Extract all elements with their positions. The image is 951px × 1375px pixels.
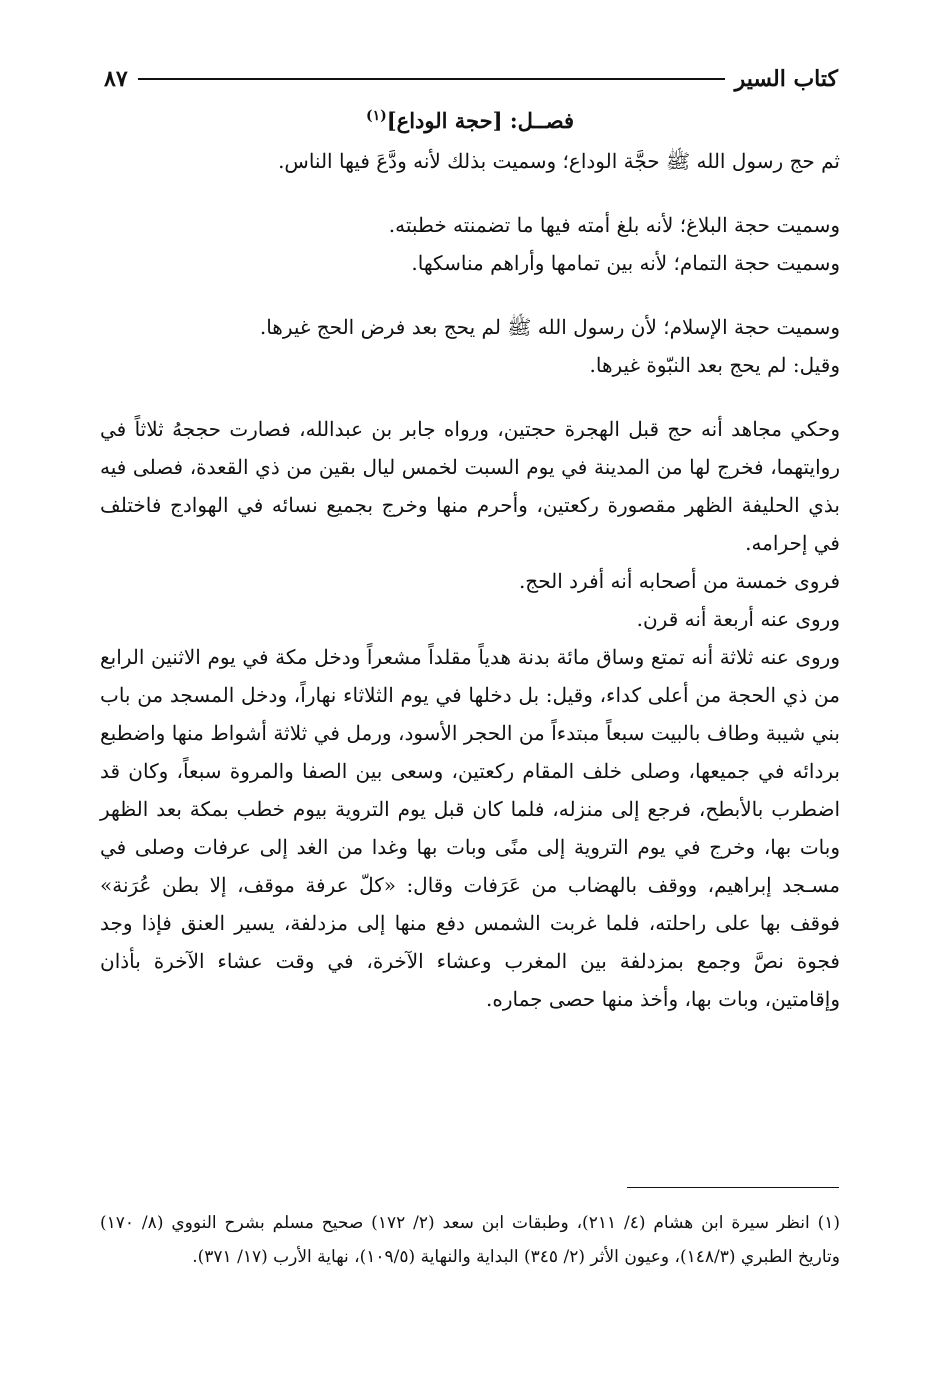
- paragraph: وروى عنه أربعة أنه قرن.: [636, 607, 840, 631]
- book-title: كتاب السير: [734, 66, 838, 92]
- chapter-heading: [100, 102, 840, 140]
- paragraph: فروى خمسة من أصحابه أنه أفرد الحج.: [518, 569, 840, 593]
- paragraph: ثم حج رسول الله ﷺ حجَّة الوداع؛ وسميت بذلك لأنه ودَّعَ فيها الناس.: [278, 149, 840, 173]
- paragraph: وسميت حجة الإسلام؛ لأن رسول الله ﷺ لم يحج بعد فرض الحج غيرها.: [259, 315, 840, 339]
- paragraph: وحكي مجاهد أنه حج قبل الهجرة حجتين، ورواه جابر بن عبدالله، فصارت حججهُ ثلاثاً في روايتهما، فخرج لها من المدينة في يوم السبت لخمس ليال بقين من ذي القعدة، فصلى فيه بذي الحليفة الظهر مقصورة ركعتين، وأحرم منها وخرج بجميع نسائه في الهوادج فاختلف في إحرامه.: [100, 417, 840, 555]
- footnote-marker: (١): [365, 108, 387, 124]
- paragraph: وقيل: لم يحج بعد النبّوة غيرها.: [589, 353, 840, 377]
- footnote-text: (١) انظر سيرة ابن هشام (٤/ ٢١١)، وطبقات ابن سعد (٢/ ١٧٢) صحيح مسلم بشرح النووي (٨/ ١٧٠) وتاريخ الطبري (١٤٨/٣)، وعيون الأثر (٢/ ٣٤٥) البداية والنهاية (١٠٩/٥)، نهاية الأرب (١٧/ ٣٧١).: [100, 1213, 840, 1267]
- running-header: [104, 62, 838, 96]
- main-text: [100, 102, 840, 1018]
- footnote: [100, 1206, 840, 1274]
- footnote-separator: [627, 1187, 839, 1188]
- chapter-title: [حجة الوداع]: [386, 108, 503, 133]
- chapter-label: فصــل:: [509, 108, 575, 133]
- page-number: ٨٧: [104, 66, 128, 92]
- paragraph: وسميت حجة البلاغ؛ لأنه بلغ أمته فيها ما تضمنته خطبته.: [388, 213, 840, 237]
- paragraph: وروى عنه ثلاثة أنه تمتع وساق مائة بدنة هدياً مقلداً مشعراً ودخل مكة في يوم الاثنين الرابع من ذي الحجة من أعلى كداء، وقيل: بل دخلها في يوم الثلاثاء نهاراً، ودخل المسجد من باب بني شيبة وطاف بالبيت سبعاً مبتدءاً من الحجر الأسود، ورمل في ثلاثة أشواط منها واضطبع بردائه في جميعها، وصلى خلف المقام ركعتين، وسعى بين الصفا والمروة سبعاً، وكان قد اضطرب بالأبطح، فرجع إلى منزله، فلما كان قبل يوم التروية بيوم خطب بمكة بعد الظهر وبات بها، وخرج في يوم التروية إلى منًى وبات بها وغدا من الغد إلى عرفات وصلى في مسـجد إبراهيم، ووقف بالهضاب من عَرَفات وقال: «كلّ عرفة موقف، إلا بطن عُرَنة» فوقف بها على راحلته، فلما غربت الشمس دفع منها إلى مزدلفة، يسير العنق فإذا وجد فجوة نصَّ وجمع بمزدلفة بين المغرب وعشاء الآخرة، في وقت عشاء الآخرة بأذان وإقامتين، وبات بها، وأخذ منها حصى جماره.: [100, 645, 840, 1011]
- header-rule: [138, 78, 725, 80]
- paragraph: وسميت حجة التمام؛ لأنه بين تمامها وأراهم مناسكها.: [411, 251, 840, 275]
